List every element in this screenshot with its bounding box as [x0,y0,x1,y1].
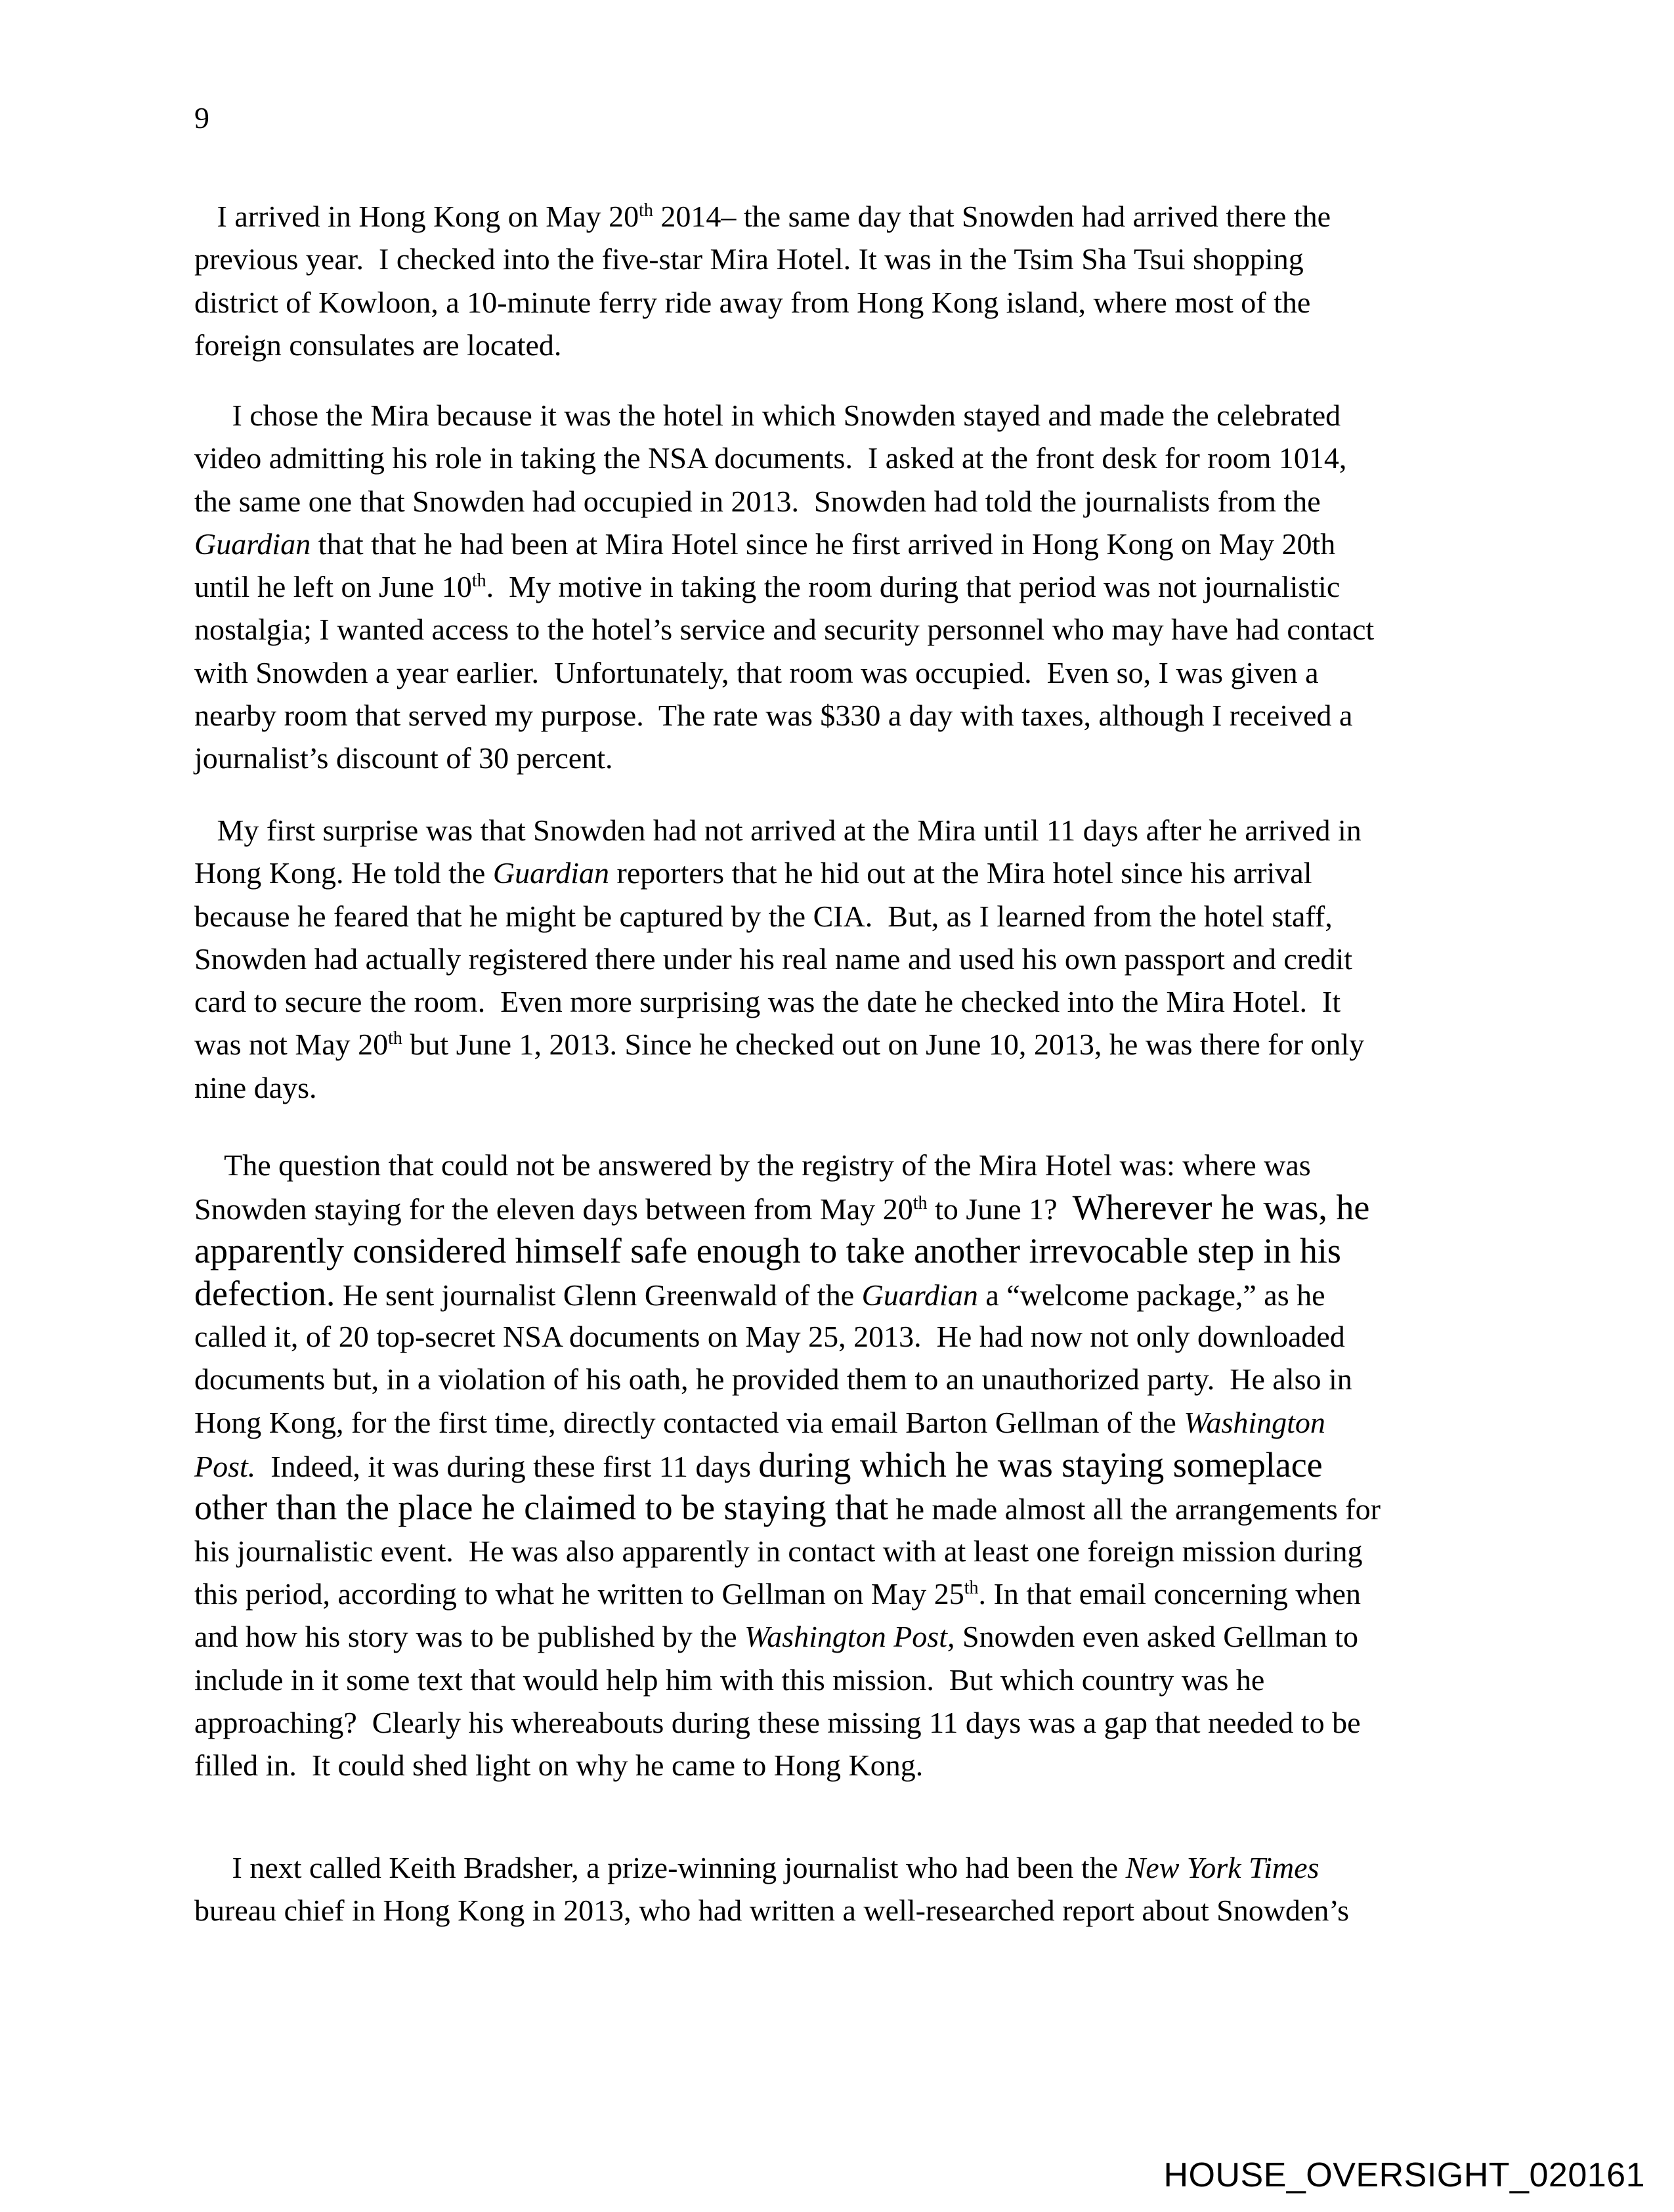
text-run: My first surprise was that Snowden had not arrived at the Mira until 11 days after he arrived in [194,813,1362,847]
text-run: the same one that Snowden had occupied in 2013. Snowden had told the journalists from the [194,484,1321,518]
text-run: until he left on June 10 [194,570,472,604]
bates-stamp: HOUSE_OVERSIGHT_020161 [1163,2156,1645,2194]
text-line [194,1615,1481,1658]
text-run: previous year. I checked into the five-star Mira Hotel. It was in the Tsim Sha Tsui shopping [194,242,1304,276]
text-run: Indeed, it was during these first 11 days [255,1450,759,1484]
text-run: Wherever he was, he [1072,1188,1370,1228]
ordinal-superscript: th [912,1193,928,1214]
text-line [194,480,1481,523]
text-line [194,1023,1481,1066]
text-line [194,980,1481,1023]
text-line [194,737,1481,779]
text-line [194,1358,1481,1400]
text-line [194,1144,1481,1186]
text-line [194,895,1481,938]
ordinal-superscript: th [639,200,653,221]
text-run: 2014– the same day that Snowden had arrived there the [653,200,1331,233]
text-run: He sent journalist Glenn Greenwald of the [335,1278,862,1312]
text-line [194,565,1481,608]
text-run: nearby room that served my purpose. The rate was $330 a day with taxes, although I received a [194,699,1353,733]
text-line [194,1066,1481,1109]
text-line [194,1186,1481,1229]
text-line [194,1659,1481,1701]
text-run: Hong Kong, for the first time, directly contacted via email Barton Gellman of the [194,1405,1184,1439]
italic-title: Guardian [861,1278,978,1312]
italic-title: Guardian [492,856,610,890]
text-line [194,1701,1481,1744]
paragraph-2 [194,394,1481,780]
ordinal-superscript: th [471,571,486,592]
text-line [194,1486,1481,1529]
text-line [194,1315,1481,1358]
text-run: reporters that he hid out at the Mira hotel since his arrival [609,856,1312,890]
text-run: documents but, in a violation of his oath, he provided them to an unauthorized party. He also in [194,1362,1352,1397]
text-run: nine days. [194,1070,317,1104]
italic-title: Post. [194,1450,256,1484]
text-line [194,281,1481,324]
text-run: video admitting his role in taking the NSA documents. I asked at the front desk for room 1014, [194,441,1347,475]
italic-title: Washington Post, [744,1620,955,1654]
italic-title: Washington [1184,1405,1325,1439]
text-run: approaching? Clearly his whereabouts during these missing 11 days was a gap that needed to be [194,1705,1361,1739]
text-run: with Snowden a year earlier. Unfortunately, that room was occupied. Even so, I was given a [194,655,1319,689]
text-run: during which he was staying someplace [758,1445,1323,1485]
text-run: The question that could not be answered by the registry of the Mira Hotel was: where was [194,1148,1311,1182]
paragraph-3 [194,809,1481,1109]
text-run: journalist’s discount of 30 percent. [194,741,613,775]
text-line [194,1846,1481,1889]
ordinal-superscript: th [388,1028,402,1049]
ordinal-superscript: th [964,1577,979,1598]
text-run: include in it some text that would help him with this mission. But which country was he [194,1662,1265,1697]
text-run: I next called Keith Bradsher, a prize-winning journalist who had been the [194,1851,1126,1884]
text-run: because he feared that he might be captured by the CIA. But, as I learned from the hotel staff, [194,899,1333,933]
text-run: Hong Kong. He told the [194,856,493,890]
text-run: Snowden staying for the eleven days between from May 20 [194,1192,913,1226]
text-line [194,938,1481,980]
text-run: bureau chief in Hong Kong in 2013, who had written a well-researched report about Snowden’s [194,1894,1350,1928]
text-run: this period, according to what he written to Gellman on May 25 [194,1576,964,1611]
text-run: defection. [194,1273,335,1313]
text-line [194,608,1481,651]
text-line [194,852,1481,894]
text-run: other than the place he claimed to be staying that [194,1488,889,1528]
text-run: district of Kowloon, a 10-minute ferry ride away from Hong Kong island, where most of the [194,285,1311,319]
text-run: card to secure the room. Even more surprising was the date he checked into the Mira Hotel. It [194,985,1341,1019]
text-line [194,1744,1481,1787]
text-run: foreign consulates are located. [194,328,562,362]
text-line [194,195,1481,238]
text-run: that that he had been at Mira Hotel since he first arrived in Hong Kong on May 20th [311,527,1336,561]
text-line [194,523,1481,565]
text-line [194,694,1481,737]
text-run: to June 1? [927,1192,1073,1226]
text-line [194,394,1481,437]
text-run: nostalgia; I wanted access to the hotel’s service and security personnel who may have had contact [194,613,1375,647]
text-run: apparently considered himself safe enough to take another irrevocable step in his [194,1230,1341,1270]
text-line [194,437,1481,479]
italic-title: Guardian [194,527,311,561]
text-run: Snowden even asked Gellman to [955,1620,1358,1654]
text-run: filled in. It could shed light on why he came to Hong Kong. [194,1748,924,1783]
text-line [194,1444,1481,1486]
paragraph-5 [194,1846,1481,1932]
paragraph-4 [194,1144,1481,1787]
text-line [194,238,1481,280]
page-number: 9 [194,101,209,135]
text-run: but June 1, 2013. Since he checked out on June 10, 2013, he was there for only [402,1028,1365,1062]
text-line [194,1272,1481,1315]
text-run: Snowden had actually registered there under his real name and used his own passport and credit [194,942,1353,976]
text-line [194,651,1481,694]
italic-title: New York Times [1125,1851,1320,1884]
text-run: I chose the Mira because it was the hotel in which Snowden stayed and made the celebrated [194,399,1341,432]
paragraph-1 [194,195,1481,366]
text-line [194,1572,1481,1615]
text-run: and how his story was to be published by the [194,1620,745,1654]
text-line [194,324,1481,366]
text-run: his journalistic event. He was also apparently in contact with at least one foreign mission during [194,1534,1363,1568]
text-line [194,1889,1481,1932]
text-run: he made almost all the arrangements for [888,1492,1381,1527]
text-line [194,1530,1481,1572]
text-run: called it, of 20 top-secret NSA documents on May 25, 2013. He had now not only downloaded [194,1320,1345,1354]
text-line [194,1230,1481,1272]
text-run: was not May 20 [194,1028,389,1062]
text-run: I arrived in Hong Kong on May 20 [194,200,639,233]
text-run: . In that email concerning when [978,1576,1361,1611]
text-line [194,1401,1481,1444]
text-run: . My motive in taking the room during that period was not journalistic [486,570,1341,604]
text-line [194,809,1481,852]
text-run: a “welcome package,” as he [977,1278,1325,1312]
